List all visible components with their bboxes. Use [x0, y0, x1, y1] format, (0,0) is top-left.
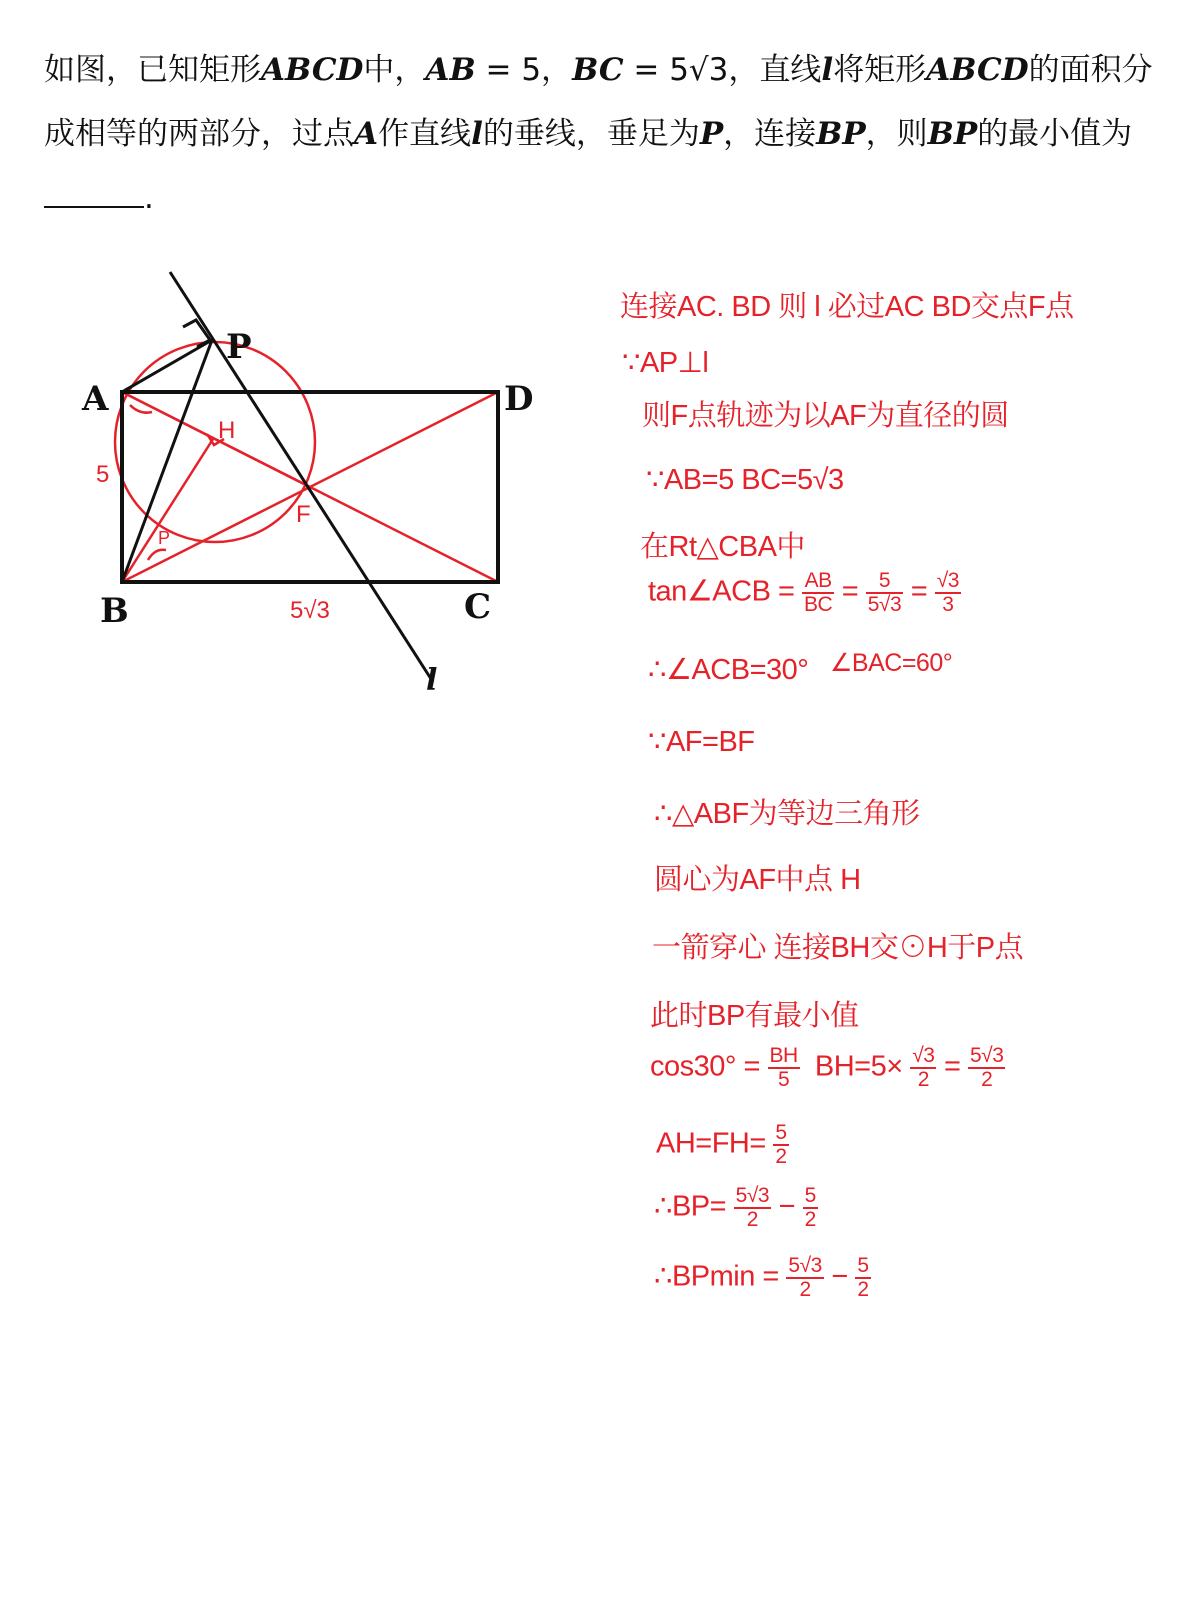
problem-text: 如图，已知矩形	[44, 52, 261, 88]
problem-text: 作直线	[378, 116, 472, 152]
math-bp: BP	[927, 116, 978, 152]
numerator: 5√3	[735, 1184, 770, 1207]
denominator: 2	[917, 1068, 929, 1091]
denominator: 2	[775, 1145, 787, 1168]
problem-text: ，连接	[723, 116, 817, 152]
solution-line: 圆心为AF中点 H	[654, 864, 861, 896]
label-b: B	[100, 591, 129, 631]
solution-line: ∴△ABF为等边三角形	[654, 798, 920, 830]
label-l: l	[426, 663, 438, 698]
problem-text: 的垂线，垂足为	[482, 116, 700, 152]
math-rect-name: ABCD	[926, 52, 1029, 88]
problem-text: = 5√3，直线	[623, 52, 822, 88]
math-bc: BC	[572, 52, 624, 88]
label-side-ab: 5	[96, 461, 110, 488]
solution-text: ∴BPmin =	[654, 1260, 779, 1293]
denominator: 2	[799, 1278, 811, 1301]
math-a: A	[354, 116, 379, 152]
numerator: 5√3	[970, 1044, 1004, 1067]
numerator: 5	[775, 1121, 787, 1144]
solution-line-bpmin: ∴BPmin = $\frac{5√3}{2}$ − $\frac{5}{2}$	[654, 1254, 869, 1301]
solution-text: BH=5×	[814, 1050, 903, 1083]
problem-text: .	[144, 180, 154, 216]
label-d: D	[504, 379, 534, 419]
solution-text: ∴BP=	[654, 1190, 727, 1223]
denominator: BC	[804, 593, 833, 616]
denominator: 2	[804, 1208, 816, 1231]
label-side-bc: 5√3	[290, 597, 330, 624]
numerator: √3	[936, 569, 959, 592]
label-h: H	[218, 417, 236, 444]
numerator: 5	[857, 1254, 869, 1277]
label-p-small: P	[158, 528, 171, 548]
numerator: AB	[802, 570, 834, 594]
label-c: C	[464, 587, 492, 627]
problem-text: ，则	[865, 116, 928, 152]
problem-text: 的面积分成相等的两部分，过点	[44, 52, 1153, 152]
solution-text: tan∠ACB =	[648, 575, 795, 608]
solution-line-tan: tan∠ACB = $\frac{AB}{BC}$ = $\frac{5}{5√3}$ = $\frac{√3}{3}$	[648, 569, 959, 616]
circle-h	[115, 342, 315, 542]
solution-line: ∠BAC=60°	[830, 649, 953, 677]
numerator: 5	[866, 570, 903, 594]
problem-text: = 5，	[475, 52, 573, 88]
problem-text: 的最小值为	[977, 116, 1133, 152]
solution-line: 一箭穿心 连接BH交⊙H于P点	[652, 932, 1024, 964]
math-ab: AB	[425, 52, 476, 88]
solution-line-bp: ∴BP= $\frac{5√3}{2}$ − $\frac{5}{2}$	[654, 1184, 816, 1231]
numerator: 5√3	[788, 1254, 822, 1277]
solution-text: cos30° =	[650, 1050, 760, 1083]
denominator: 2	[746, 1208, 758, 1231]
solution-line: 此时BP有最小值	[650, 1000, 859, 1032]
problem-text: 中，	[363, 52, 426, 88]
solution-line: ∴∠ACB=30°	[648, 654, 809, 686]
solution-line: ∵AF=BF	[648, 726, 755, 758]
denominator: 2	[857, 1278, 869, 1301]
problem-text: 将矩形	[833, 52, 927, 88]
denominator: 5√3	[867, 593, 902, 616]
math-rect-name: ABCD	[261, 52, 364, 88]
math-l: l	[471, 116, 483, 152]
numerator: 5	[804, 1184, 816, 1207]
angle-mark-b	[148, 550, 166, 560]
label-f: F	[296, 501, 311, 528]
solution-line: ∵AP⊥l	[622, 347, 709, 379]
numerator: BH	[769, 1044, 798, 1067]
denominator: 2	[981, 1068, 993, 1091]
math-bp: BP	[816, 116, 866, 152]
denominator: 5	[778, 1068, 790, 1091]
label-p: P	[226, 327, 252, 367]
denominator: 3	[942, 593, 954, 616]
solution-line: 在Rt△CBA中	[640, 531, 805, 563]
solution-line: ∵AB=5 BC=5√3	[646, 464, 844, 496]
math-p: P	[699, 116, 724, 152]
math-l: l	[821, 52, 834, 88]
label-a: A	[82, 379, 109, 419]
numerator: √3	[912, 1044, 935, 1067]
solution-line-cos: cos30° = $\frac{BH}{5}$ BH=5× $\frac{√3}{2}$ = $\frac{5√3}{2}$	[650, 1044, 1004, 1091]
solution-text: AH=FH=	[656, 1127, 766, 1160]
solution-line: 则F点轨迹为以AF为直径的圆	[642, 400, 1009, 432]
solution-line: 连接AC. BD 则 l 必过AC BD交点F点	[620, 291, 1074, 323]
